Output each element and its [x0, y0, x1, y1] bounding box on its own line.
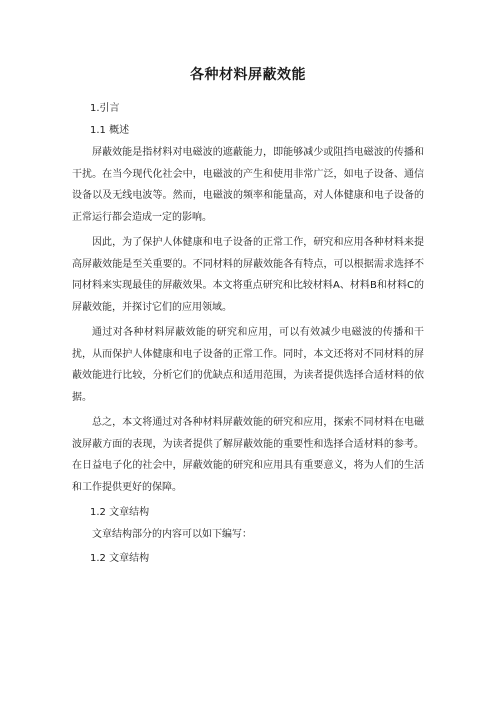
- body-paragraph: 因此，为了保护人体健康和电子设备的正常工作，研究和应用各种材料来提高屏蔽效能是至关重要的。不同材料的屏蔽效能各有特点，可以根据需求选择不同材料来实现最佳的屏蔽效果。本文将重点研究和比较材料A、材料B和材料C的屏蔽效能，并探讨它们的应用领域。: [72, 237, 424, 313]
- section-heading-structure: 1.2 文章结构: [90, 507, 150, 518]
- document-title: 各种材料屏蔽效能: [190, 67, 306, 83]
- body-paragraph: 通过对各种材料屏蔽效能的研究和应用，可以有效减少电磁波的传播和干扰，从而保护人体健康和电子设备的正常工作。同时，本文还将对不同材料的屏蔽效能进行比较，分析它们的优缺点和适用范围，为读者提供选择合适材料的依据。: [72, 327, 424, 403]
- body-paragraph: 文章结构部分的内容可以如下编写：: [92, 529, 252, 540]
- section-heading-structure-repeat: 1.2 文章结构: [90, 552, 150, 564]
- body-paragraph: 总之，本文将通过对各种材料屏蔽效能的研究和应用，探索不同材料在电磁波屏蔽方面的表现，为读者提供了解屏蔽效能的重要性和选择合适材料的参考。在日益电子化的社会中，屏蔽效能的研究和应用具有重要意义，将为人们的生活和工作提供更好的保障。: [72, 417, 424, 493]
- body-paragraph: 屏蔽效能是指材料对电磁波的遮蔽能力，即能够减少或阻挡电磁波的传播和干扰。在当今现代化社会中，电磁波的产生和使用非常广泛，如电子设备、通信设备以及无线电波等。然而，电磁波的频率和能量高，对人体健康和电子设备的正常运行都会造成一定的影响。: [72, 147, 424, 223]
- section-heading-overview: 1.1 概述: [90, 125, 130, 136]
- section-heading-introduction: 1.引言: [90, 103, 120, 114]
